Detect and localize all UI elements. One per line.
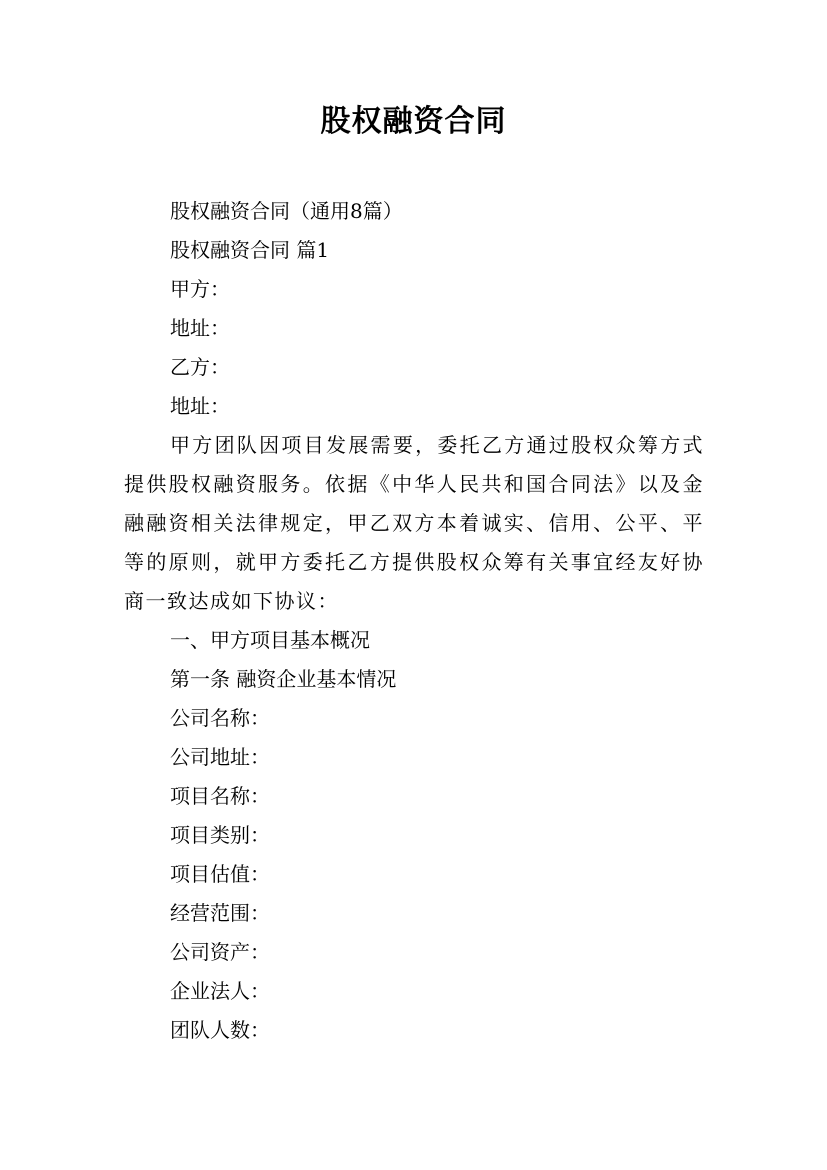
party-b-label: 乙方： (170, 355, 230, 379)
party-b-address-label: 地址： (170, 394, 230, 418)
field-company-address: 公司地址： (170, 745, 270, 769)
party-a-label: 甲方： (170, 277, 230, 301)
field-team-size: 团队人数： (170, 1018, 270, 1042)
field-project-category: 项目类别： (170, 823, 270, 847)
collection-title: 股权融资合同（通用8篇） (170, 199, 403, 223)
field-company-assets: 公司资产： (170, 940, 270, 964)
document-title: 股权融资合同 (320, 104, 507, 139)
field-legal-person: 企业法人： (170, 979, 270, 1003)
field-project-name: 项目名称： (170, 784, 270, 808)
article-heading: 第一条 融资企业基本情况 (170, 667, 397, 691)
field-business-scope: 经营范围： (170, 901, 270, 925)
preamble-paragraph: 甲方团队因项目发展需要，委托乙方通过股权众筹方式提供股权融资服务。依据《中华人民共和国合同法》以及金融融资相关法律规定，甲乙双方本着诚实、信用、公平、平等的原则，就甲方委托乙方提供股权众筹有关事宜经友好协商一致达成如下协议： (124, 433, 704, 613)
party-a-address-label: 地址： (170, 316, 230, 340)
field-project-valuation: 项目估值： (170, 862, 270, 886)
field-company-name: 公司名称： (170, 706, 270, 730)
document-body (124, 192, 704, 1050)
chapter-heading: 股权融资合同 篇1 (170, 238, 330, 262)
section-heading: 一、甲方项目基本概况 (170, 628, 370, 652)
